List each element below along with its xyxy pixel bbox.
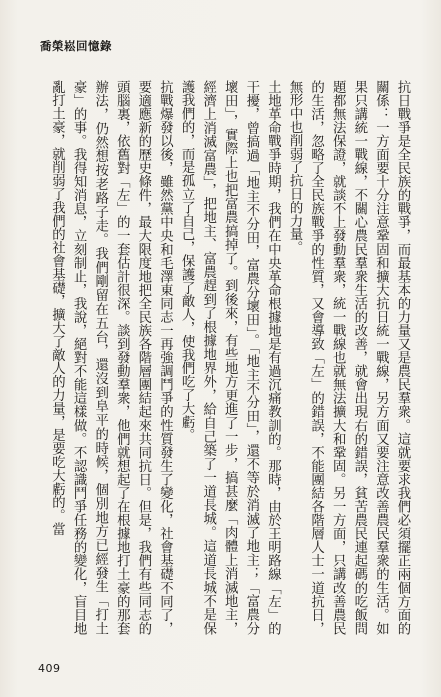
paragraph-3: 抗戰爆發以後，雖然黨中央和毛澤東同志一再強調鬥爭的性質發生了變化，社會基礎不同了，要適應新的歷史條件，最大限度地把全民族各階層團結起來共同抗日。但是，我們有些同志的頭腦裏，依舊對「左」的一套估計很深。談到發動羣衆，他們就想起了在根據地打土豪的那套辦法，仍然想按老路子走。我們剛留在五台，還沒到阜平的時候，個別地方已經發生「打土豪」的事。我得知消息，立刻制止，我說，絕對不能這樣做。不認識鬥爭任務的變化，盲目地亂打土豪，就削弱了我們的社會基礎，擴大了敵人的力量，是要吃大虧的。當 — [49, 80, 173, 635]
vertical-text-body — [23, 80, 413, 635]
running-head-title: 喬榮崧回憶錄 — [40, 39, 112, 53]
page-number: 409 — [38, 662, 61, 675]
paragraph-1: 抗日戰爭是全民族的戰爭，而最基本的力量又是農民羣衆。這就要求我們必須擺正兩個方面的關係：一方面要十分注意鞏固和擴大抗日統一戰線，另方面又要注意改善農民羣衆的生活。如果只講統一戰線，不關心農民羣衆生活的改善，就會出現右的錯誤，貧苦農民連起碼的吃飯問題都無法保證，就談不上發動羣衆，統一戰線也就無法擴大和鞏固。另一方面，只講改善農民的生活，忽略了全民族戰爭的性質，又會導致「左」的錯誤，不能團結各階層人士一道抗日，無形中也削弱了抗日的力量。 — [287, 80, 410, 635]
paragraph-2: 土地革命戰爭時期，我們在中央革命根據地是有過沉痛教訓的。那時，由於王明路線「左」的干擾，曾搞過「地主不分田，富農分壞田」。「地主不分田」，還不等於消滅了地主；「富農分壞田」，實際上也把富農搞掉了。到後來，有些地方更進了一步，搞甚麼「肉體上消滅地主，經濟上消滅富農」，把地主、富農趕到了根據地界外，給自己築了一道長城。這道長城不是保護我們的，而是孤立了自己，保護了敵人，使我們吃了大虧。 — [179, 80, 281, 635]
